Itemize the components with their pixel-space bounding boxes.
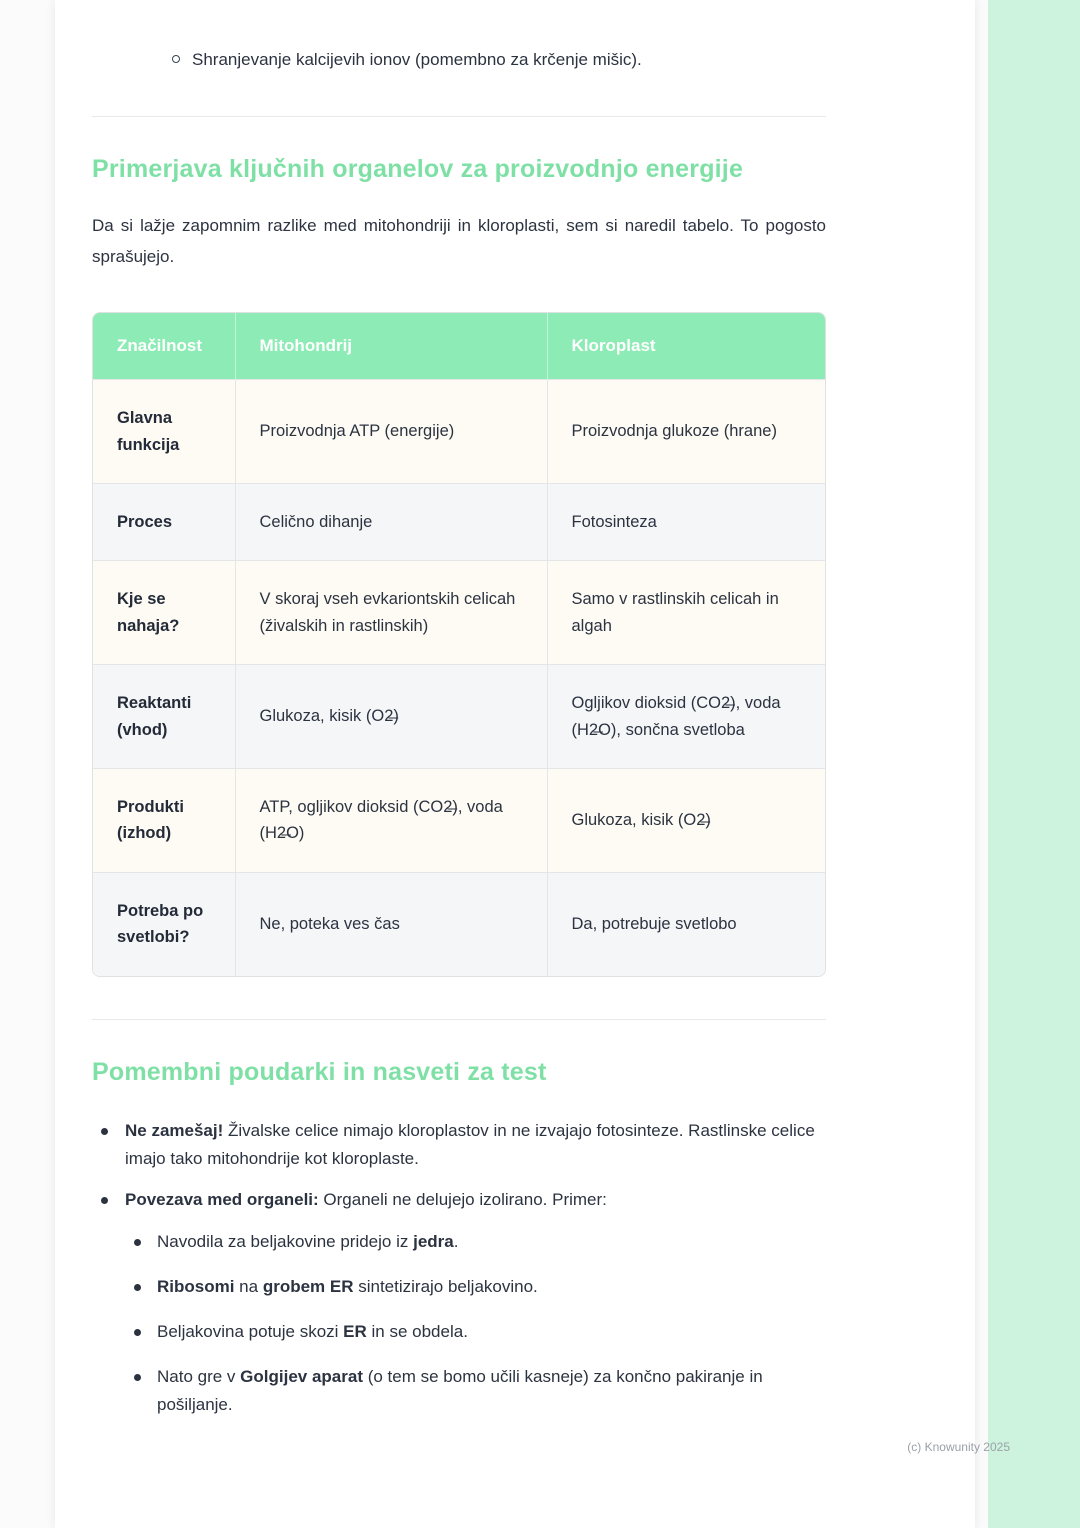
notes-list: [92, 1117, 826, 1419]
table-cell: Glukoza, kisik (O2̶): [547, 768, 825, 872]
comparison-table: [93, 313, 825, 975]
text-segment: Beljakovina potuje skozi: [157, 1321, 344, 1341]
note-item: [92, 1186, 826, 1419]
table-cell: Proizvodnja ATP (energije): [235, 380, 547, 484]
table-row: [93, 665, 825, 769]
text-segment: Nato gre v: [157, 1366, 241, 1386]
circle-bullet-icon: [172, 55, 180, 63]
intro-paragraph: Da si lažje zapomnim razlike med mitohondriji in kloroplasti, sem si naredil tabelo. To pogosto sprašujejo.: [92, 216, 826, 266]
divider: [92, 1019, 826, 1020]
table-header-cell: Značilnost: [93, 313, 235, 380]
table-cell: Fotosinteza: [547, 484, 825, 561]
sub-note-text: [157, 1322, 468, 1341]
bullet-icon: [101, 1197, 108, 1204]
table-row: [93, 561, 825, 665]
sub-note-item: [125, 1228, 826, 1256]
table-header-cell: Mitohondrij: [235, 313, 547, 380]
sub-note-item: [125, 1363, 826, 1419]
bold-text: Ribosomi: [157, 1276, 235, 1296]
text-segment: in se obdela.: [366, 1321, 468, 1341]
note-text: [125, 1121, 815, 1168]
page-accent-stripe: [988, 0, 1080, 1528]
section-heading-tips: Pomembni poudarki in nasveti za test: [92, 1057, 547, 1086]
table-row-label: Reaktanti (vhod): [93, 665, 235, 769]
table-row-label: Potreba po svetlobi?: [93, 872, 235, 975]
table-cell: Celično dihanje: [235, 484, 547, 561]
note-item: [92, 1117, 826, 1173]
table-cell: Ogljikov dioksid (CO2̶), voda (H2̶O), sončna svetloba: [547, 665, 825, 769]
text-segment: Organeli ne delujejo izolirano. Primer:: [318, 1189, 607, 1209]
table-head: [93, 313, 825, 380]
note-text: [125, 1190, 607, 1209]
text-segment: .: [453, 1231, 459, 1251]
sub-notes-list: [125, 1228, 826, 1419]
table-row-label: Glavna funkcija: [93, 380, 235, 484]
table-cell: Da, potrebuje svetlobo: [547, 872, 825, 975]
table-cell: Ne, poteka ves čas: [235, 872, 547, 975]
bullet-icon: [134, 1284, 141, 1291]
table-row-label: Proces: [93, 484, 235, 561]
table-row: [93, 484, 825, 561]
table-cell: V skoraj vseh evkariontskih celicah (živalskih in rastlinskih): [235, 561, 547, 665]
table-cell: Glukoza, kisik (O2̶): [235, 665, 547, 769]
carryover-sublist: [92, 46, 826, 74]
table-header-row: [93, 313, 825, 380]
copyright-notice: (c) Knowunity 2025: [907, 1440, 1010, 1454]
bold-text: Povezava med organeli:: [125, 1189, 319, 1209]
text-segment: Navodila za beljakovine pridejo iz: [157, 1231, 414, 1251]
document-page: [55, 0, 975, 1528]
sub-note-item: [125, 1273, 826, 1301]
divider: [92, 116, 826, 117]
table-row-label: Kje se nahaja?: [93, 561, 235, 665]
bold-text: Golgijev aparat: [240, 1366, 363, 1386]
table-cell: ATP, ogljikov dioksid (CO2̶), voda (H2̶O): [235, 768, 547, 872]
bullet-icon: [134, 1329, 141, 1336]
bullet-icon: [134, 1374, 141, 1381]
table-row-label: Produkti (izhod): [93, 768, 235, 872]
sub-note-item: [125, 1318, 826, 1346]
comparison-table-wrapper: [92, 312, 826, 976]
table-cell: Samo v rastlinskih celicah in algah: [547, 561, 825, 665]
table-row: [93, 872, 825, 975]
text-segment: (o tem se bomo učili kasneje) za končno pakiranje in pošiljanje.: [157, 1366, 763, 1414]
bullet-icon: [134, 1239, 141, 1246]
list-item: [92, 46, 826, 74]
table-body: [93, 380, 825, 976]
sub-note-text: [157, 1277, 538, 1296]
text-segment: Živalske celice nimajo kloroplastov in ne izvajajo fotosinteze. Rastlinske celice imajo tako mitohondrije kot kloroplaste.: [125, 1120, 815, 1168]
document-content: [92, 0, 826, 1419]
bold-text: Ne zamešaj!: [125, 1120, 224, 1140]
bold-text: jedra: [413, 1231, 454, 1251]
bold-text: grobem ER: [262, 1276, 354, 1296]
list-item-text: Shranjevanje kalcijevih ionov (pomembno za krčenje mišic).: [192, 50, 642, 69]
text-segment: sintetizirajo beljakovino.: [353, 1276, 538, 1296]
table-row: [93, 380, 825, 484]
table-header-cell: Kloroplast: [547, 313, 825, 380]
section-heading-comparison: Primerjava ključnih organelov za proizvodnjo energije: [92, 155, 744, 184]
text-segment: na: [234, 1276, 263, 1296]
table-cell: Proizvodnja glukoze (hrane): [547, 380, 825, 484]
bold-text: ER: [343, 1321, 367, 1341]
sub-note-text: [157, 1232, 458, 1251]
bullet-icon: [101, 1128, 108, 1135]
sub-note-text: [157, 1367, 763, 1414]
table-row: [93, 768, 825, 872]
